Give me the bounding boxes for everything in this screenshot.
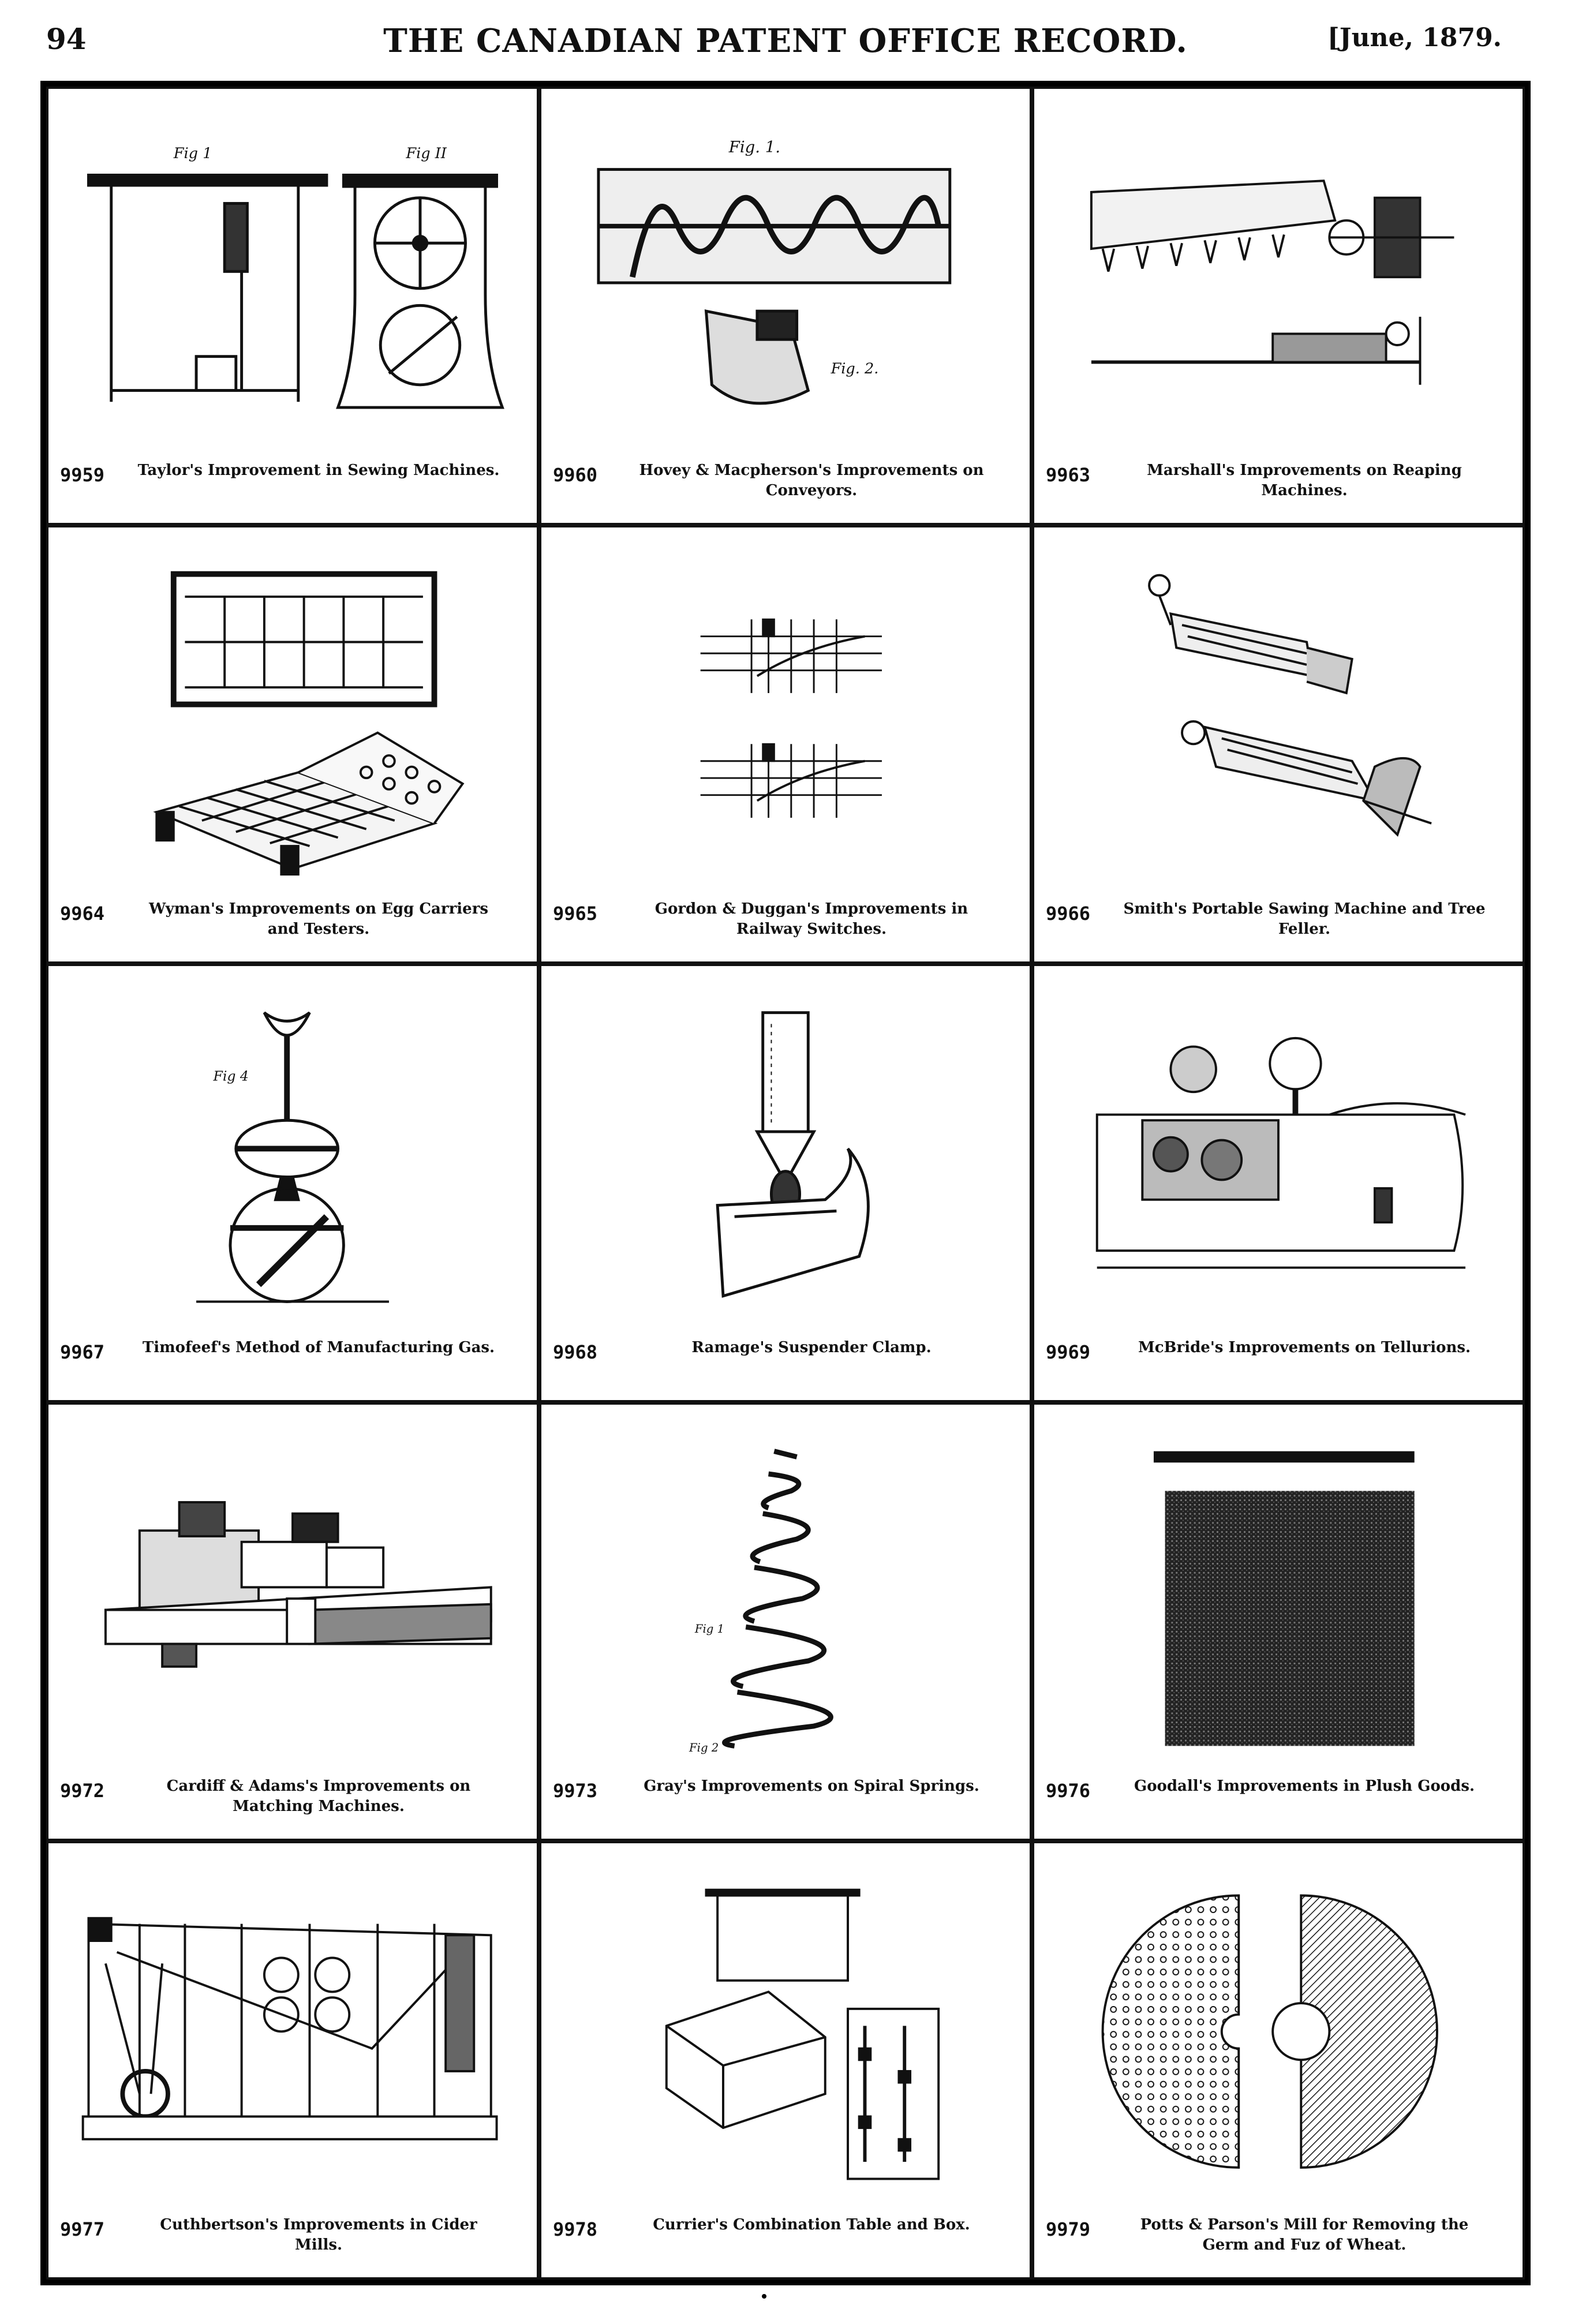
patent-number: 9972 <box>60 1780 105 1802</box>
patent-cell <box>46 87 539 525</box>
patent-number: 9977 <box>60 2218 105 2240</box>
patent-illustration <box>564 983 1007 1337</box>
patent-cell <box>539 964 1032 1402</box>
patent-cell <box>1032 964 1525 1402</box>
patent-caption <box>1046 1776 1511 1828</box>
patent-illustration <box>72 1861 514 2214</box>
patent-title: Timofeef's Method of Manufacturing Gas. <box>142 1339 495 1356</box>
patent-number: 9968 <box>553 1341 598 1363</box>
patent-title: Gray's Improvements on Spiral Springs. <box>644 1777 979 1795</box>
patent-cell <box>539 1402 1032 1841</box>
patent-illustration <box>1057 106 1499 459</box>
figure-label: Fig II <box>406 144 447 162</box>
patent-title: Ramage's Suspender Clamp. <box>691 1339 932 1356</box>
patent-title: Goodall's Improvements in Plush Goods. <box>1134 1777 1475 1795</box>
patent-caption <box>60 1338 525 1390</box>
ink-speck <box>762 2294 766 2299</box>
patent-cell <box>46 1841 539 2280</box>
patent-caption <box>553 899 1018 951</box>
patent-cell <box>1032 1841 1525 2280</box>
patent-cell <box>539 1841 1032 2280</box>
patent-number: 9979 <box>1046 2218 1091 2240</box>
patent-grid <box>46 87 1525 2280</box>
patent-number: 9973 <box>553 1780 598 1802</box>
patent-number: 9960 <box>553 464 598 486</box>
patent-illustration <box>564 1861 1007 2214</box>
patent-caption <box>1046 1338 1511 1390</box>
patent-title: Currier's Combination Table and Box. <box>653 2216 970 2233</box>
patent-title: McBride's Improvements on Tellurions. <box>1138 1339 1471 1356</box>
patent-title: Cuthbertson's Improvements in Cider Mills. <box>160 2216 477 2254</box>
patent-caption <box>1046 899 1511 951</box>
patent-caption <box>553 461 1018 512</box>
patent-title: Wyman's Improvements on Egg Carriers and Testers. <box>148 900 489 938</box>
patent-illustration <box>1057 545 1499 898</box>
patent-caption <box>60 461 525 512</box>
patent-cell <box>46 1402 539 1841</box>
patent-illustration <box>564 106 1007 459</box>
patent-caption <box>1046 461 1511 512</box>
patent-number: 9964 <box>60 903 105 925</box>
patent-number: 9969 <box>1046 1341 1091 1363</box>
patent-illustration <box>72 1422 514 1775</box>
figure-label: Fig. 2. <box>831 360 879 378</box>
patent-illustration <box>1057 983 1499 1337</box>
patent-number: 9976 <box>1046 1780 1091 1802</box>
patent-caption <box>1046 2215 1511 2267</box>
patent-caption <box>553 2215 1018 2267</box>
patent-title: Gordon & Duggan's Improvements in Railway Switches. <box>654 900 968 938</box>
patent-caption <box>60 899 525 951</box>
patent-caption <box>60 2215 525 2267</box>
figure-label: Fig 1 <box>173 144 212 162</box>
patent-illustration <box>1057 1422 1499 1775</box>
patent-number: 9966 <box>1046 903 1091 925</box>
page-header <box>0 17 1571 69</box>
patent-cell <box>46 964 539 1402</box>
patent-title: Smith's Portable Sawing Machine and Tree Feller. <box>1123 900 1486 938</box>
patent-number: 9965 <box>553 903 598 925</box>
figure-label: Fig 1 <box>694 1622 725 1636</box>
patent-illustration <box>1057 1861 1499 2214</box>
patent-number: 9963 <box>1046 464 1091 486</box>
patent-cell <box>1032 87 1525 525</box>
patent-number: 9959 <box>60 464 105 486</box>
patent-illustration <box>72 983 514 1337</box>
page-number: 94 <box>46 22 87 56</box>
patent-title: Cardiff & Adams's Improvements on Matching Machines. <box>166 1777 471 1816</box>
figure-label: Fig. 1. <box>728 138 780 157</box>
patent-cell <box>1032 1402 1525 1841</box>
patent-illustration <box>72 106 514 459</box>
patent-cell <box>539 87 1032 525</box>
patent-cell <box>46 525 539 964</box>
patent-title: Potts & Parson's Mill for Removing the Germ and Fuz of Wheat. <box>1140 2216 1469 2254</box>
patent-caption <box>553 1338 1018 1390</box>
patent-cell <box>1032 525 1525 964</box>
patent-caption <box>553 1776 1018 1828</box>
patent-cell <box>539 525 1032 964</box>
patent-number: 9967 <box>60 1341 105 1363</box>
patent-title: Marshall's Improvements on Reaping Machines. <box>1147 462 1462 500</box>
patent-number: 9978 <box>553 2218 598 2240</box>
patent-title: Taylor's Improvement in Sewing Machines. <box>137 462 500 479</box>
figure-label: Fig 4 <box>213 1068 249 1084</box>
publication-title: THE CANADIAN PATENT OFFICE RECORD. <box>383 22 1188 60</box>
patent-illustration <box>564 545 1007 898</box>
issue-date: [June, 1879. <box>1327 23 1502 53</box>
patent-illustration <box>564 1422 1007 1775</box>
patent-caption <box>60 1776 525 1828</box>
figure-label: Fig 2 <box>689 1741 719 1755</box>
patent-illustration <box>72 545 514 898</box>
patent-title: Hovey & Macpherson's Improvements on Conveyors. <box>639 462 984 500</box>
